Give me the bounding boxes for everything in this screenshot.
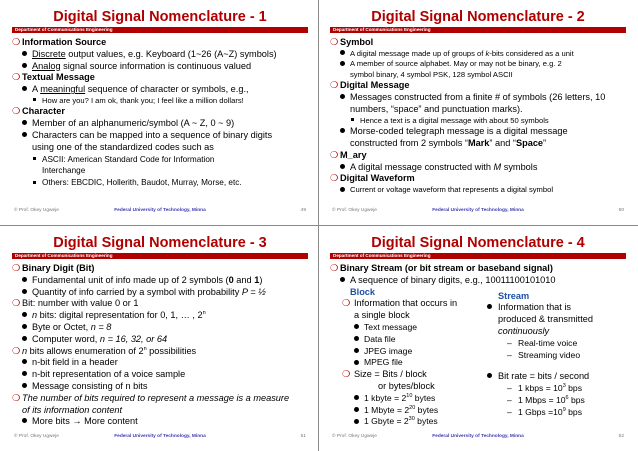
dot-bullet-icon: [22, 418, 27, 423]
slide-footer: © Prof. Okey Ugweje Federal University of Technology, Minna 49: [12, 206, 308, 216]
department-bar: Department of Communications Engineering: [12, 253, 308, 259]
slide-title: Digital Signal Nomenclature - 3: [53, 235, 267, 251]
dot-bullet-icon: [22, 120, 27, 125]
slide-footer: © Prof. Okey Ugweje Federal University of Technology, Minna 51: [12, 432, 308, 442]
dot-bullet-icon: [354, 324, 359, 329]
list-item: 1 Mbyte = $2^{20}$ bytes: [330, 405, 480, 417]
dot-bullet-icon: [22, 324, 27, 329]
dot-bullet-icon: [22, 371, 27, 376]
list-item: More bits → More content: [12, 416, 308, 428]
list-item: A digital message constructed with M symbols: [330, 162, 626, 174]
slide-body: [330, 37, 626, 196]
square-bullet-icon: [33, 181, 36, 184]
list-item: ❍ Bit: number with value 0 or 1: [12, 298, 139, 309]
list-item: ❍ Symbol: [330, 37, 374, 47]
list-item: Analog signal source information is continuous valued: [12, 61, 308, 73]
list-item: Information that is: [480, 302, 626, 314]
list-item: ❍ Digital Message: [330, 80, 410, 91]
dot-bullet-icon: [354, 360, 359, 365]
q-bullet-icon: ❍: [12, 298, 21, 309]
list-item-continuation: a single block: [354, 310, 410, 321]
q-bullet-icon: ❍: [12, 392, 21, 403]
list-item: n-bit field in a header: [12, 357, 308, 369]
dot-bullet-icon: [354, 336, 359, 341]
page-number: 50: [618, 208, 624, 213]
dot-bullet-icon: [340, 50, 345, 55]
dot-bullet-icon: [487, 373, 492, 378]
department-bar: Department of Communications Engineering: [12, 27, 308, 33]
department-bar: Department of Communications Engineering: [330, 253, 626, 259]
list-item: ❍ Binary Stream (or bit stream or baseband signal): [330, 263, 553, 273]
q-bullet-icon: ❍: [12, 37, 21, 47]
list-item-continuation: constructed from 2 symbols “Mark” and “Space”: [350, 137, 547, 148]
list-item: How are you? I am ok, thank you; I feel like a million dollars!: [12, 96, 308, 107]
list-item-continuation: continuously: [498, 325, 550, 336]
slide-4: [330, 234, 626, 442]
dot-bullet-icon: [354, 407, 359, 412]
list-item: ❍ Textual Message: [12, 72, 95, 83]
list-item: ❍ Information that occurs in: [342, 298, 458, 309]
q-bullet-icon: ❍: [330, 173, 339, 184]
list-item: ❍ Character: [12, 106, 65, 117]
list-item: Characters can be mapped into a sequence of binary digits: [12, 130, 308, 142]
stream-heading: Stream: [498, 290, 530, 301]
list-item: Bit rate = bits / second: [480, 371, 626, 383]
slide-1: [12, 8, 308, 216]
slide-2: [330, 8, 626, 216]
list-item: ASCII: American Standard Code for Information: [12, 154, 308, 166]
q-bullet-icon: ❍: [330, 263, 339, 273]
slide-body: [12, 263, 308, 428]
list-item: Message consisting of n bits: [12, 381, 308, 393]
list-item: Computer word, n = 16, 32, or 64: [12, 334, 308, 346]
dot-bullet-icon: [22, 359, 27, 364]
list-item: Others: EBCDIC, Hollerith, Baudot, Murray, Morse, etc.: [12, 177, 308, 189]
slide-footer: © Prof. Okey Ugweje Federal University of Technology, Minna 52: [330, 432, 626, 442]
list-item: Morse-coded telegraph message is a digital message: [330, 126, 626, 138]
dot-bullet-icon: [22, 336, 27, 341]
horizontal-divider: [0, 225, 638, 226]
q-bullet-icon: ❍: [330, 80, 339, 91]
list-item: – 1 Mbps = $10^6$ bps: [507, 394, 585, 405]
department-bar: Department of Communications Engineering: [330, 27, 626, 33]
list-item: n-bit representation of a voice sample: [12, 369, 308, 381]
list-item: Member of an alphanumeric/symbol (A ~ Z, 0 ~ 9): [12, 118, 308, 130]
dot-bullet-icon: [22, 51, 27, 56]
dot-bullet-icon: [22, 63, 27, 68]
list-item: – Streaming video: [507, 349, 581, 360]
list-item: ❍ Information Source: [12, 37, 107, 47]
list-item: A digital message made up of groups of k-bits considered as a unit: [330, 49, 626, 60]
dot-bullet-icon: [340, 94, 345, 99]
list-item: A meaningful sequence of character or symbols, e.g.,: [12, 84, 308, 96]
list-item: – 1 Gbps $=10^9$ bps: [507, 406, 582, 417]
block-column: [330, 287, 480, 429]
dot-bullet-icon: [340, 187, 345, 192]
dot-bullet-icon: [340, 128, 345, 133]
q-bullet-icon: ❍: [342, 298, 351, 309]
slide-body: [330, 263, 626, 427]
dot-bullet-icon: [340, 277, 345, 282]
list-item-continuation: numbers, “space” and punctuation marks).: [350, 103, 523, 114]
dot-bullet-icon: [354, 395, 359, 400]
dot-bullet-icon: [340, 164, 345, 169]
page-number: 52: [618, 434, 624, 439]
dot-bullet-icon: [22, 312, 27, 317]
list-item: 1 Gbyte = $2^{30}$ bytes: [330, 416, 480, 428]
list-item-continuation: symbol binary, 4 symbol PSK, 128 symbol ASCII: [350, 69, 513, 79]
list-item-continuation: or bytes/block: [378, 380, 435, 391]
list-item: ❍ Binary Digit (Bit): [12, 263, 95, 273]
list-item-continuation: produced & transmitted: [498, 314, 593, 325]
page-number: 51: [300, 434, 306, 439]
square-bullet-icon: [351, 118, 354, 121]
slide-title: Digital Signal Nomenclature - 1: [53, 9, 267, 25]
slide-title: Digital Signal Nomenclature - 4: [371, 235, 585, 251]
list-item: ❍ Size = Bits / block: [342, 369, 427, 380]
slide-title: Digital Signal Nomenclature - 2: [371, 9, 585, 25]
list-item: A sequence of binary digits, e.g., 10011100101010: [330, 275, 626, 287]
dot-bullet-icon: [22, 132, 27, 137]
slide-body: [12, 37, 308, 189]
list-item: ❍ Digital Waveform: [330, 173, 415, 184]
list-item: Byte or Octet, n = 8: [12, 322, 308, 334]
list-item: Messages constructed from a finite # of symbols (26 letters, 10: [330, 92, 626, 104]
stream-column: [480, 287, 626, 419]
list-item: ❍ The number of bits required to represent a message is a measure: [12, 392, 290, 403]
q-bullet-icon: ❍: [12, 106, 21, 117]
list-item: ❍ n bits allows enumeration of 2$^n$ possibilities: [12, 345, 197, 356]
list-item: Hence a text is a digital message with about 50 symbols: [330, 116, 626, 127]
square-bullet-icon: [33, 98, 36, 101]
q-bullet-icon: ❍: [12, 345, 21, 356]
list-item: 1 kbyte = $2^{10}$ bytes: [330, 393, 480, 405]
list-item: Text message: [330, 322, 480, 334]
list-item: Discrete output values, e.g. Keyboard (1~26 (A~Z) symbols): [12, 49, 308, 61]
q-bullet-icon: ❍: [12, 72, 21, 83]
list-item: MPEG file: [330, 357, 480, 369]
q-bullet-icon: ❍: [330, 37, 339, 47]
dot-bullet-icon: [22, 86, 27, 91]
dot-bullet-icon: [22, 289, 27, 294]
dot-bullet-icon: [354, 419, 359, 424]
dot-bullet-icon: [487, 304, 492, 309]
page-number: 49: [300, 208, 306, 213]
list-item-continuation: Interchange: [42, 166, 86, 176]
list-item-continuation: using one of the standardized codes such as: [32, 141, 214, 152]
list-item: – Real-time voice: [507, 337, 578, 348]
block-heading: Block: [350, 286, 376, 297]
q-bullet-icon: ❍: [12, 263, 21, 273]
dot-bullet-icon: [22, 277, 27, 282]
square-bullet-icon: [33, 157, 36, 160]
list-item: n bits: digital representation for 0, 1, … , 2$^n$: [12, 310, 308, 322]
list-item: Quantity of info carried by a symbol with probability P = ½: [12, 287, 308, 299]
dot-bullet-icon: [340, 61, 345, 66]
list-item: Fundamental unit of info made up of 2 symbols (0 and 1): [12, 275, 308, 287]
q-bullet-icon: ❍: [330, 149, 339, 160]
slide-footer: © Prof. Okey Ugweje Federal University of Technology, Minna 50: [330, 206, 626, 216]
list-item: A member of source alphabet. May or may not be binary, e.g. 2: [330, 59, 626, 70]
list-item-continuation: of its information content: [22, 404, 123, 415]
list-item: – 1 kbps = $10^3$ bps: [507, 383, 582, 394]
list-item: JPEG image: [330, 346, 480, 358]
q-bullet-icon: ❍: [342, 369, 351, 380]
list-item: Data file: [330, 334, 480, 346]
dot-bullet-icon: [354, 348, 359, 353]
list-item: Current or voltage waveform that represents a digital symbol: [330, 185, 626, 196]
two-column-area: [330, 287, 626, 427]
slide-3: [12, 234, 308, 442]
dot-bullet-icon: [22, 383, 27, 388]
list-item: ❍ M_ary: [330, 149, 367, 160]
